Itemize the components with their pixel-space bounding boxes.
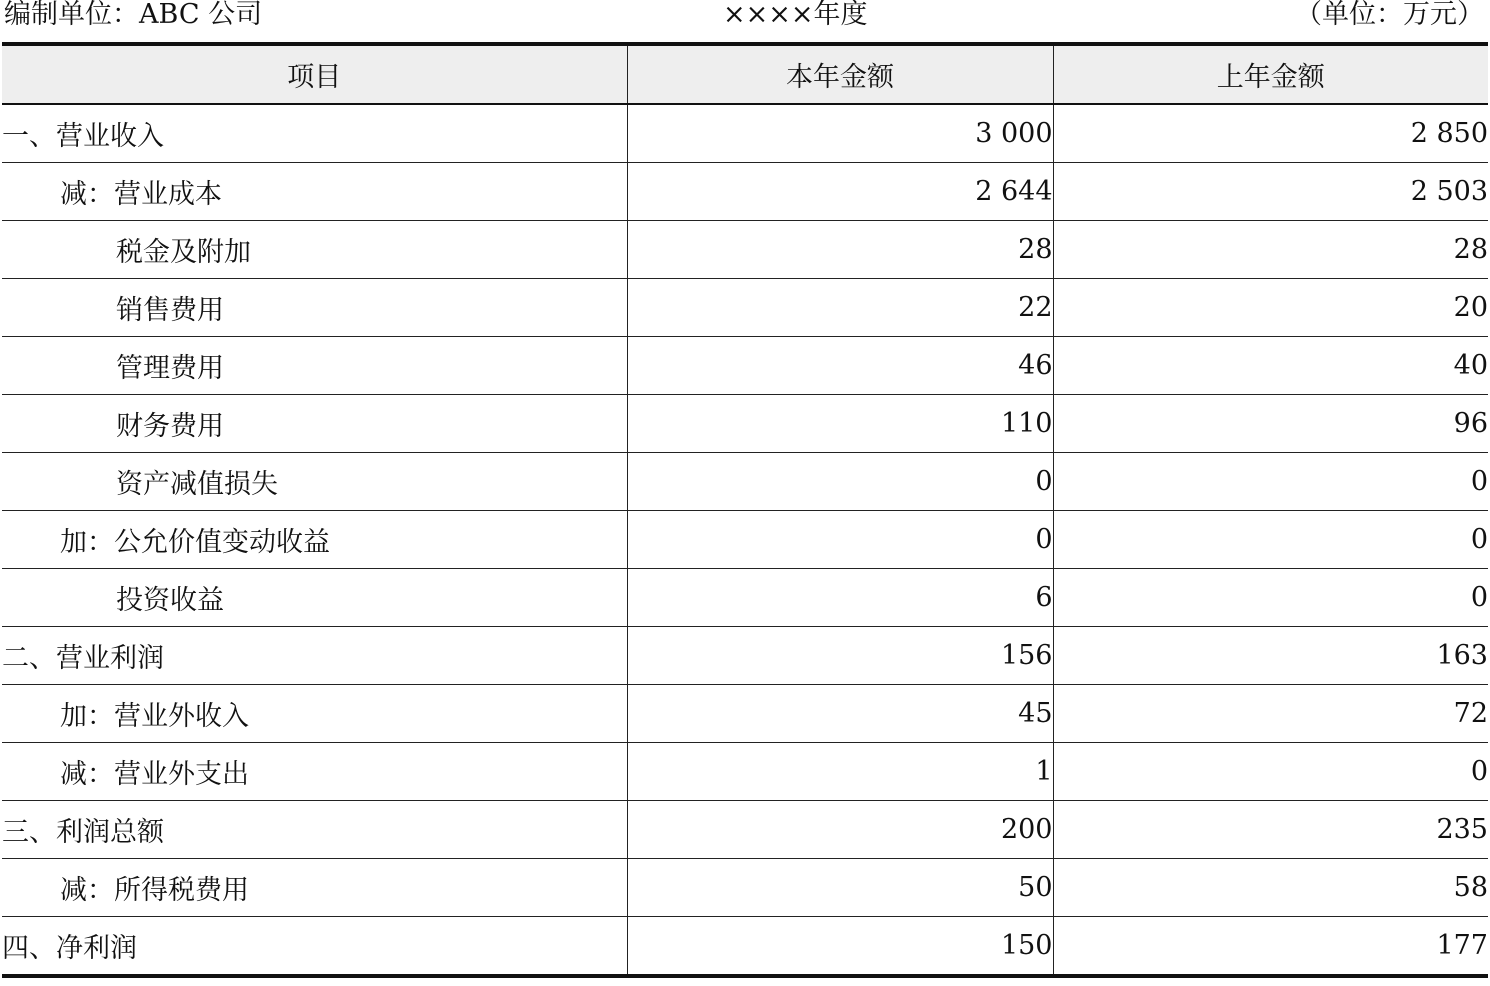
table-row xyxy=(2,917,1488,977)
row-item-label: 减：营业外支出 xyxy=(2,743,627,801)
current-year-amount: 2 644 xyxy=(627,163,1053,221)
current-year-amount: 3 000 xyxy=(627,104,1053,163)
table-row xyxy=(2,453,1488,511)
row-item-label: 二、营业利润 xyxy=(2,627,627,685)
table-row xyxy=(2,395,1488,453)
table-row xyxy=(2,685,1488,743)
previous-year-amount: 0 xyxy=(1053,743,1488,801)
table-row xyxy=(2,337,1488,395)
report-header xyxy=(0,0,1490,36)
previous-year-amount: 28 xyxy=(1053,221,1488,279)
table-row xyxy=(2,627,1488,685)
income-statement-table xyxy=(2,42,1488,978)
table-row xyxy=(2,801,1488,859)
column-header-previous-year: 上年金额 xyxy=(1053,44,1488,104)
table-row xyxy=(2,511,1488,569)
current-year-amount: 200 xyxy=(627,801,1053,859)
table-row xyxy=(2,743,1488,801)
current-year-amount: 0 xyxy=(627,453,1053,511)
column-header-item: 项目 xyxy=(2,44,627,104)
current-year-amount: 28 xyxy=(627,221,1053,279)
row-item-label: 四、净利润 xyxy=(2,917,627,977)
previous-year-amount: 0 xyxy=(1053,511,1488,569)
table-row xyxy=(2,221,1488,279)
current-year-amount: 110 xyxy=(627,395,1053,453)
row-item-label: 资产减值损失 xyxy=(2,453,627,511)
row-item-label: 财务费用 xyxy=(2,395,627,453)
previous-year-amount: 96 xyxy=(1053,395,1488,453)
row-item-label: 一、营业收入 xyxy=(2,104,627,163)
previous-year-amount: 72 xyxy=(1053,685,1488,743)
compiling-unit: 编制单位：ABC 公司 xyxy=(4,0,263,30)
row-item-label: 减：营业成本 xyxy=(2,163,627,221)
previous-year-amount: 0 xyxy=(1053,453,1488,511)
currency-unit: （单位：万元） xyxy=(1295,0,1484,30)
table-row xyxy=(2,859,1488,917)
previous-year-amount: 0 xyxy=(1053,569,1488,627)
previous-year-amount: 40 xyxy=(1053,337,1488,395)
previous-year-amount: 163 xyxy=(1053,627,1488,685)
table-row xyxy=(2,279,1488,337)
current-year-amount: 0 xyxy=(627,511,1053,569)
row-item-label: 加：公允价值变动收益 xyxy=(2,511,627,569)
current-year-amount: 22 xyxy=(627,279,1053,337)
row-item-label: 加：营业外收入 xyxy=(2,685,627,743)
current-year-amount: 150 xyxy=(627,917,1053,977)
report-period: ××××年度 xyxy=(723,0,868,30)
current-year-amount: 6 xyxy=(627,569,1053,627)
column-header-current-year: 本年金额 xyxy=(627,44,1053,104)
row-item-label: 税金及附加 xyxy=(2,221,627,279)
table-row xyxy=(2,163,1488,221)
current-year-amount: 46 xyxy=(627,337,1053,395)
row-item-label: 销售费用 xyxy=(2,279,627,337)
previous-year-amount: 2 850 xyxy=(1053,104,1488,163)
current-year-amount: 1 xyxy=(627,743,1053,801)
previous-year-amount: 235 xyxy=(1053,801,1488,859)
previous-year-amount: 20 xyxy=(1053,279,1488,337)
previous-year-amount: 177 xyxy=(1053,917,1488,977)
current-year-amount: 156 xyxy=(627,627,1053,685)
table-row xyxy=(2,569,1488,627)
current-year-amount: 45 xyxy=(627,685,1053,743)
table-header-row xyxy=(2,44,1488,104)
row-item-label: 投资收益 xyxy=(2,569,627,627)
current-year-amount: 50 xyxy=(627,859,1053,917)
row-item-label: 减：所得税费用 xyxy=(2,859,627,917)
previous-year-amount: 58 xyxy=(1053,859,1488,917)
table-row xyxy=(2,104,1488,163)
row-item-label: 三、利润总额 xyxy=(2,801,627,859)
previous-year-amount: 2 503 xyxy=(1053,163,1488,221)
row-item-label: 管理费用 xyxy=(2,337,627,395)
